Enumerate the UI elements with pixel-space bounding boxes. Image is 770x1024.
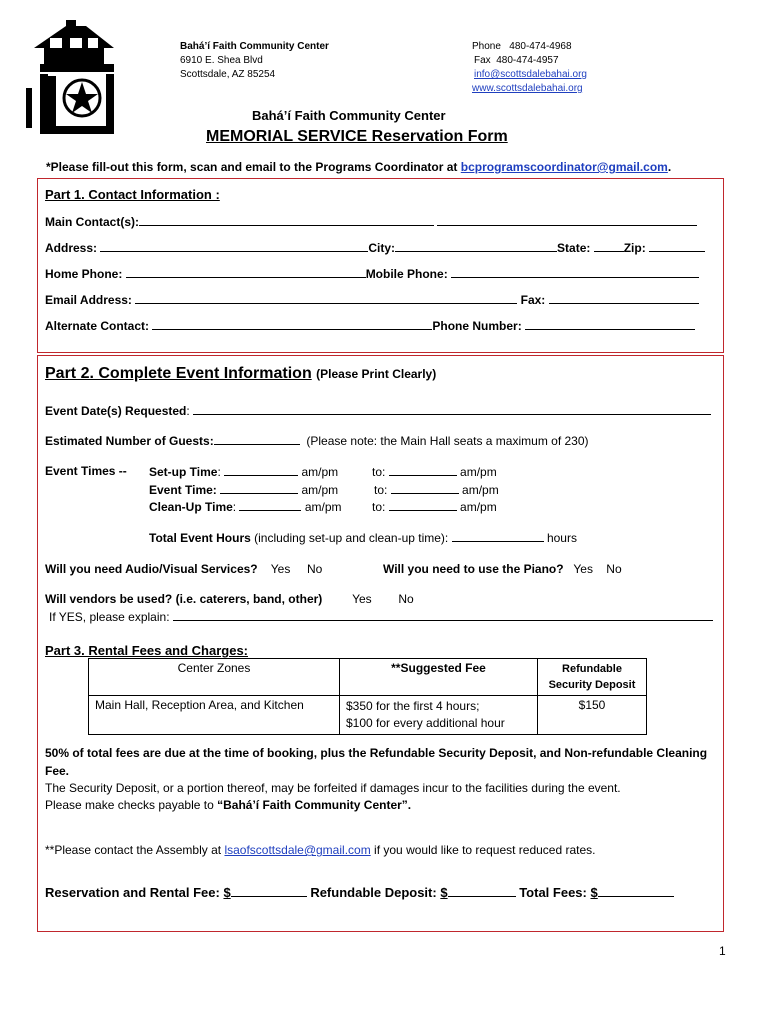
deposit-header-line2: Security Deposit — [548, 679, 636, 691]
event-dates-field[interactable] — [193, 403, 711, 415]
setup-row: Set-up Time: am/pm — [149, 465, 339, 479]
fax-value: 480-474-4957 — [496, 55, 559, 66]
total-hours-field[interactable] — [452, 530, 544, 542]
cleanup-to — [372, 499, 497, 514]
av-row — [45, 562, 322, 576]
part2-heading-row — [45, 365, 436, 383]
contact-row — [45, 843, 596, 857]
cleanup-row: Clean-Up Time: am/pm — [149, 500, 342, 514]
piano-row — [383, 562, 622, 576]
event-row — [149, 482, 338, 497]
vendors-yes-option[interactable]: Yes — [352, 592, 372, 606]
main-contact-field-1[interactable] — [139, 214, 434, 226]
contact-tail: if you would like to request reduced rates. — [374, 843, 596, 857]
state-field[interactable] — [594, 240, 624, 252]
vendors-explain-field[interactable] — [173, 609, 713, 621]
instructions-text: *Please fill-out this form, scan and email to the Programs Coordinator at — [46, 160, 458, 174]
address-label: Address: — [45, 241, 98, 255]
total-hours-note: (including set-up and clean-up time) — [254, 531, 445, 545]
refundable-deposit-label: Refundable Deposit: — [310, 885, 437, 900]
city-label: City: — [368, 241, 396, 255]
rental-fee-label: Reservation and Rental Fee: — [45, 885, 220, 900]
form-title: MEMORIAL SERVICE Reservation Form — [206, 128, 508, 145]
org-street: 6910 E. Shea Blvd — [180, 55, 263, 66]
deposit-cell: $150 — [538, 696, 647, 735]
setup-from-ampm: am/pm — [301, 465, 339, 479]
phone-row — [45, 266, 699, 281]
deposit-header-line1: Refundable — [562, 663, 622, 675]
alternate-contact-label: Alternate Contact: — [45, 319, 150, 333]
cleanup-from-ampm: am/pm — [304, 500, 342, 514]
mobile-phone-label: Mobile Phone: — [365, 267, 448, 281]
fax-field-label: Fax: — [520, 293, 546, 307]
piano-no-option[interactable]: No — [606, 562, 622, 576]
city-field[interactable] — [395, 240, 557, 252]
event-time-label: Event Time: — [149, 483, 217, 497]
event-to-field[interactable] — [391, 482, 459, 494]
zones-header: Center Zones — [89, 659, 340, 696]
event-to — [374, 482, 499, 497]
vendors-question: Will vendors be used? (i.e. caterers, band, other) — [45, 592, 323, 606]
setup-from-field[interactable] — [224, 464, 298, 476]
fees-table — [88, 658, 647, 735]
setup-to — [372, 464, 497, 479]
part3-heading: Part 3. Rental Fees and Charges: — [45, 643, 249, 658]
zip-field[interactable] — [649, 240, 705, 252]
hours-label: hours — [546, 531, 577, 545]
cleanup-to-label: to: — [372, 500, 386, 514]
logo — [26, 18, 118, 136]
alternate-row: Alternate Contact: Phone Number: — [45, 318, 695, 333]
table-row — [89, 696, 647, 735]
guests-field[interactable] — [214, 433, 300, 445]
contact-text: **Please contact the Assembly at — [45, 843, 222, 857]
instructions-period: . — [667, 160, 672, 174]
deposit-field[interactable] — [448, 885, 516, 897]
coordinator-email-link[interactable]: bcprogramscoordinator@gmail.com — [460, 160, 668, 174]
phone-number-field[interactable] — [525, 318, 695, 330]
address-row — [45, 240, 705, 255]
setup-time-label: Set-up Time — [149, 465, 218, 479]
vendors-row — [45, 592, 414, 606]
rental-fee-dollar: $ — [223, 885, 231, 900]
av-yes-option[interactable]: Yes — [270, 562, 291, 576]
part2-heading: Part 2. Complete Event Information — [45, 365, 312, 382]
alternate-contact-field[interactable] — [152, 318, 432, 330]
checks-payee: “Bahá’í Faith Community Center”. — [217, 798, 412, 812]
deposit-dollar: $ — [440, 885, 448, 900]
cleanup-to-ampm: am/pm — [460, 500, 497, 514]
setup-to-label: to: — [372, 465, 386, 479]
email-address-field[interactable] — [135, 292, 517, 304]
total-fees-dollar: $ — [590, 885, 598, 900]
total-fees-label: Total Fees: — [519, 885, 587, 900]
phone-label: Phone — [472, 41, 501, 52]
event-to-label: to: — [374, 483, 388, 497]
piano-question: Will you need to use the Piano? — [383, 562, 564, 576]
av-question: Will you need Audio/Visual Services? — [45, 562, 258, 576]
guests-note: (Please note: the Main Hall seats a maximum of 230) — [306, 434, 589, 448]
guests-label: Estimated Number of Guests: — [45, 434, 214, 448]
assembly-email-link[interactable]: lsaofscottsdale@gmail.com — [224, 843, 371, 857]
event-from-field[interactable] — [220, 482, 298, 494]
main-contact-field-3[interactable] — [623, 214, 697, 226]
zone-cell: Main Hall, Reception Area, and Kitchen — [89, 696, 340, 735]
fax-field[interactable] — [549, 292, 699, 304]
event-dates-row: Event Date(s) Requested: — [45, 403, 711, 418]
org-email-link[interactable]: info@scottsdalebahai.org — [474, 69, 587, 80]
instructions — [46, 160, 671, 174]
setup-to-ampm: am/pm — [460, 465, 497, 479]
av-no-option[interactable]: No — [307, 562, 323, 576]
if-yes-label: If YES, please explain: — [49, 610, 170, 624]
totals-row — [45, 885, 674, 900]
vendors-no-option[interactable]: No — [398, 592, 414, 606]
part2-heading-note: (Please Print Clearly) — [316, 367, 437, 381]
org-phone — [472, 41, 572, 52]
event-dates-label: Event Date(s) Requested — [45, 404, 187, 418]
main-contact-field-2[interactable] — [437, 214, 623, 226]
mobile-phone-field[interactable] — [451, 266, 699, 278]
fee-header: **Suggested Fee — [340, 659, 538, 696]
page-number: 1 — [719, 944, 726, 958]
email-row: Email Address: Fax: — [45, 292, 699, 307]
org-fax — [474, 55, 559, 66]
org-city-line: Scottsdale, AZ 85254 — [180, 69, 276, 80]
main-contact-row — [45, 214, 697, 229]
cleanup-time-label: Clean-Up Time — [149, 500, 233, 514]
vendors-explain-row — [49, 609, 713, 624]
part1-heading: Part 1. Contact Information : — [45, 187, 220, 202]
rental-fee-field[interactable] — [231, 885, 307, 897]
address-field[interactable] — [100, 240, 368, 252]
policy-bold-line1: 50% of total fees are due at the time of booking, plus the Refundable Security Deposit, and Non-refundable Cleaning — [45, 746, 708, 760]
checks-row — [45, 798, 411, 812]
policy-bold-line2: Fee. — [45, 764, 70, 778]
email-address-label: Email Address — [45, 293, 128, 307]
event-to-ampm: am/pm — [462, 483, 499, 497]
guests-row — [45, 433, 589, 448]
event-from-ampm: am/pm — [301, 483, 339, 497]
org-website-link[interactable]: www.scottsdalebahai.org — [472, 83, 583, 94]
cleanup-to-field[interactable] — [389, 499, 457, 511]
event-times-label: Event Times -- — [45, 464, 127, 478]
setup-to-field[interactable] — [389, 464, 457, 476]
fax-label: Fax — [474, 55, 491, 66]
home-phone-label: Home Phone: — [45, 267, 123, 281]
fees-header-row — [89, 659, 647, 696]
piano-yes-option[interactable]: Yes — [573, 562, 593, 576]
org-name: Bahá’í Faith Community Center — [180, 41, 329, 52]
phone-value: 480-474-4968 — [509, 41, 572, 52]
center-name-heading: Bahá’í Faith Community Center — [252, 108, 446, 123]
total-fees-field[interactable] — [598, 885, 674, 897]
cleanup-from-field[interactable] — [239, 499, 301, 511]
logo-building-icon — [26, 18, 118, 136]
fee-cell — [340, 696, 538, 735]
state-label: State: — [557, 241, 591, 255]
phone-number-label: Phone Number — [432, 319, 518, 333]
fee-line1: $350 for the first 4 hours; — [346, 699, 480, 713]
fee-line2: $100 for every additional hour — [346, 716, 505, 730]
policy-deposit-line: The Security Deposit, or a portion thereof, may be forfeited if damages incur to the facilities during the event. — [45, 781, 621, 795]
home-phone-field[interactable] — [126, 266, 366, 278]
deposit-header — [538, 659, 647, 696]
total-hours-label: Total Event Hours — [149, 531, 251, 545]
zip-label: Zip: — [623, 241, 646, 255]
main-contact-label: Main Contact(s): — [45, 215, 139, 229]
checks-text: Please make checks payable to — [45, 798, 214, 812]
total-hours-row: Total Event Hours (including set-up and clean-up time): hours — [149, 531, 577, 545]
